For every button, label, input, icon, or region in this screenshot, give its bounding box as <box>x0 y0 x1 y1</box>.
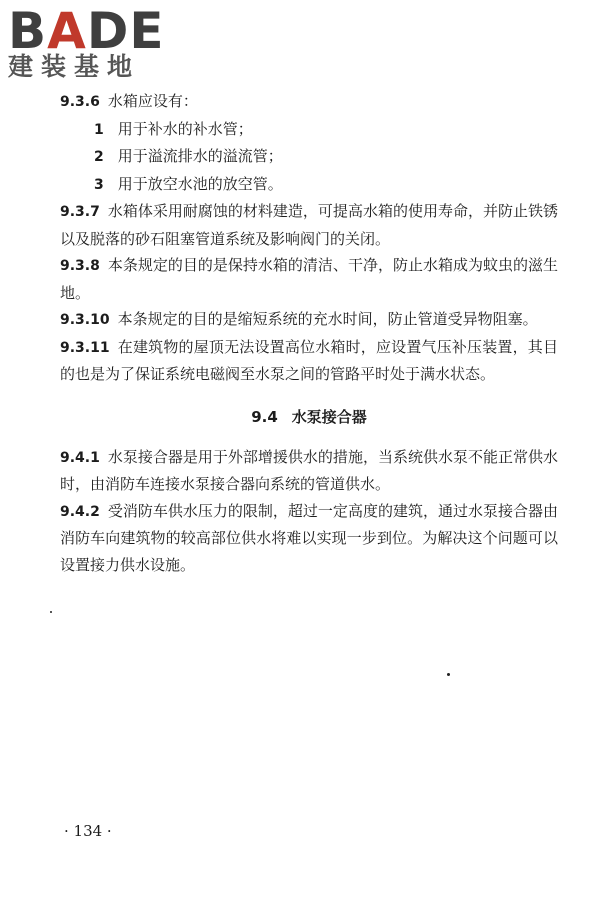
clause-9-3-6 <box>60 88 558 116</box>
scan-speck <box>50 611 52 613</box>
clause-text: 受消防车供水压力的限制，超过一定高度的建筑，通过水泵接合器由消防车向建筑物的较高部位供水将难以实现一步到位。为解决这个问题可以设置接力供水设施。 <box>60 501 558 574</box>
clause-9-3-10 <box>60 306 558 334</box>
watermark-logo <box>8 4 178 82</box>
clause-number: 9.3.7 <box>60 204 100 220</box>
logo-brand <box>8 4 178 58</box>
list-item <box>60 171 558 199</box>
page-number: · 134 · <box>64 822 112 840</box>
section-title: 水泵接合器 <box>291 407 367 426</box>
clause-text: 在建筑物的屋顶无法设置高位水箱时，应设置气压补压装置，其目的也是为了保证系统电磁阀至水泵之间的管路平时处于满水状态。 <box>60 337 558 383</box>
clause-number: 9.3.10 <box>60 312 110 328</box>
item-text: 用于溢流排水的溢流管； <box>117 147 283 165</box>
item-text: 用于放空水池的放空管。 <box>117 174 283 193</box>
list-item <box>60 116 558 144</box>
clause-text: 本条规定的目的是缩短系统的充水时间，防止管道受异物阻塞。 <box>117 310 538 328</box>
logo-brand-text: BADE <box>8 2 165 60</box>
item-number: 3 <box>94 176 104 193</box>
item-text: 用于补水的补水管； <box>117 119 253 138</box>
scan-speck <box>447 673 450 676</box>
clause-text: 水箱体采用耐腐蚀的材料建造，可提高水箱的使用寿命，并防止铁锈以及脱落的砂石阻塞管道系统及影响阀门的关闭。 <box>60 202 558 248</box>
list-item <box>60 143 558 171</box>
clause-text: 本条规定的目的是保持水箱的清洁、干净，防止水箱成为蚊虫的滋生地。 <box>60 256 558 302</box>
clause-9-4-1 <box>60 444 558 498</box>
clause-9-3-11 <box>60 334 558 388</box>
clause-number: 9.4.2 <box>60 503 100 520</box>
document-body <box>60 88 558 578</box>
clause-9-3-8 <box>60 252 558 306</box>
clause-number: 9.4.1 <box>60 449 100 466</box>
clause-number: 9.3.11 <box>60 339 110 356</box>
item-number: 2 <box>94 149 104 165</box>
clause-9-4-2 <box>60 498 558 579</box>
logo-subtitle: 建装基地 <box>8 52 141 81</box>
section-number: 9.4 <box>251 407 278 426</box>
clause-text: 水箱应设有： <box>107 92 198 110</box>
clause-number: 9.3.8 <box>60 258 100 274</box>
clause-text: 水泵接合器是用于外部增援供水的措施，当系统供水泵不能正常供水时，由消防车连接水泵接合器向系统的管道供水。 <box>60 447 558 493</box>
section-heading <box>60 404 558 430</box>
clause-number: 9.3.6 <box>60 94 100 110</box>
item-number: 1 <box>94 121 104 138</box>
clause-9-3-7 <box>60 198 558 252</box>
